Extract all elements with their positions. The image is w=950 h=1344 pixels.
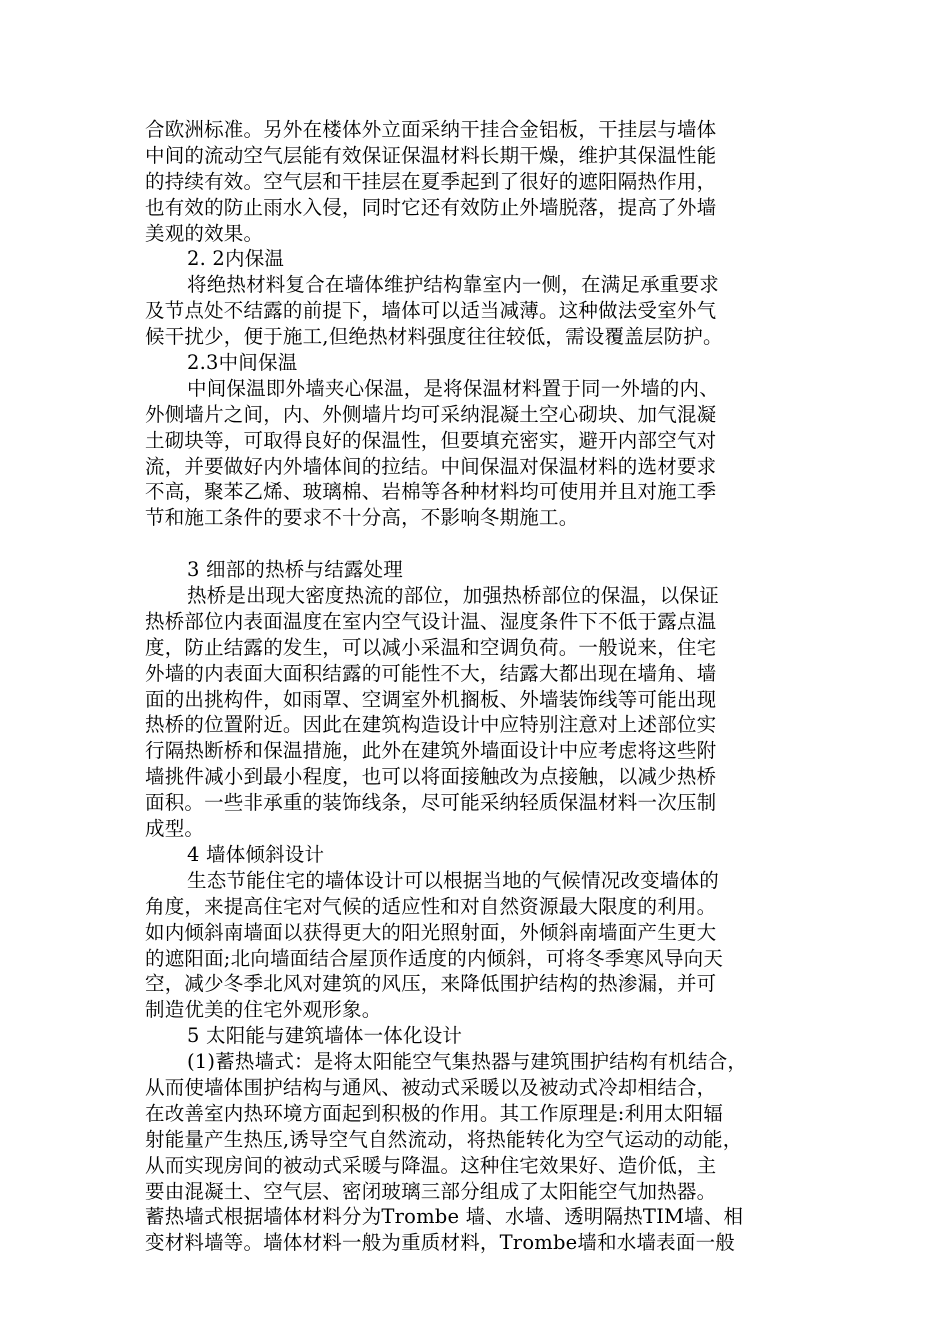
text-line: 在改善室内热环境方面起到积极的作用。其工作原理是:利用太阳辐 xyxy=(145,1101,724,1125)
text-line: 热桥是出现大密度热流的部位，加强热桥部位的保温，以保证 xyxy=(187,584,719,608)
text-line: 生态节能住宅的墙体设计可以根据当地的气候情况改变墙体的 xyxy=(187,868,719,892)
text-line: 射能量产生热压,诱导空气自然流动，将热能转化为空气运动的动能， xyxy=(145,1127,743,1151)
text-line: 行隔热断桥和保温措施，此外在建筑外墙面设计中应考虑将这些附 xyxy=(145,739,717,763)
text-line: 蓄热墙式根据墙体材料分为Trombe 墙、水墙、透明隔热TIM墙、相 xyxy=(145,1205,744,1229)
text-line: 的遮阳面;北向墙面结合屋顶作适度的内倾斜，可将冬季寒风导向天 xyxy=(145,946,724,970)
text-line: 5 太阳能与建筑墙体一体化设计 xyxy=(187,1024,463,1048)
text-line: (1)蓄热墙式：是将太阳能空气集热器与建筑围护结构有机结合， xyxy=(187,1050,748,1074)
text-line: 成型。 xyxy=(145,817,205,841)
text-line: 要由混凝土、空气层、密闭玻璃三部分组成了太阳能空气加热器。 xyxy=(145,1179,717,1203)
text-line: 外侧墙片之间，内、外侧墙片均可采纳混凝土空心砌块、加气混凝 xyxy=(145,402,717,426)
text-line: 的持续有效。空气层和干挂层在夏季起到了很好的遮阳隔热作用， xyxy=(145,169,717,193)
text-line: 土砌块等，可取得良好的保温性，但要填充密实，避开内部空气对 xyxy=(145,428,717,452)
text-line: 从而实现房间的被动式采暖与降温。这种住宅效果好、造价低，主 xyxy=(145,1153,717,1177)
text-line: 外墙的内表面大面积结露的可能性不大，结露大都出现在墙角、墙 xyxy=(145,661,717,685)
text-line: 合欧洲标准。另外在楼体外立面采纳干挂合金铝板，干挂层与墙体 xyxy=(145,118,717,141)
text-line: 及节点处不结露的前提下，墙体可以适当减薄。这种做法受室外气 xyxy=(145,299,717,323)
text-line: 3 细部的热桥与结露处理 xyxy=(187,558,404,582)
text-line: 也有效的防止雨水入侵，同时它还有效防止外墙脱落，提高了外墙 xyxy=(145,195,717,219)
text-line: 如内倾斜南墙面以获得更大的阳光照射面，外倾斜南墙面产生更大 xyxy=(145,920,717,944)
text-line: 热桥的位置附近。因此在建筑构造设计中应特别注意对上述部位实 xyxy=(145,713,717,737)
text-line: 将绝热材料复合在墙体维护结构靠室内一侧，在满足承重要求 xyxy=(187,273,719,297)
text-line: 候干扰少，便于施工,但绝热材料强度往往较低，需设覆盖层防护。 xyxy=(145,325,723,349)
text-line: 2. 2内保温 xyxy=(187,247,285,271)
blank-line xyxy=(145,531,825,557)
text-line: 制造优美的住宅外观形象。 xyxy=(145,998,382,1022)
text-line: 度，防止结露的发生，可以减小采温和空调负荷。一般说来，住宅 xyxy=(145,635,717,659)
text-line: 空，减少冬季北风对建筑的风压，来降低围护结构的热渗漏，并可 xyxy=(145,972,717,996)
text-line: 从而使墙体围护结构与通风、被动式采暖以及被动式冷却相结合， xyxy=(145,1075,717,1099)
text-line: 中间的流动空气层能有效保证保温材料长期干燥，维护其保温性能 xyxy=(145,143,717,167)
text-line: 2.3中间保温 xyxy=(187,351,298,375)
text-line: 不高，聚苯乙烯、玻璃棉、岩棉等各种材料均可使用并且对施工季 xyxy=(145,480,717,504)
text-line: 墙挑件减小到最小程度，也可以将面接触改为点接触，以减少热桥 xyxy=(145,765,717,789)
text-line: 面的出挑构件，如雨罩、空调室外机搁板、外墙装饰线等可能出现 xyxy=(145,687,717,711)
text-line: 中间保温即外墙夹心保温，是将保温材料置于同一外墙的内、 xyxy=(187,376,719,400)
text-line: 角度，来提高住宅对气候的适应性和对自然资源最大限度的利用。 xyxy=(145,894,717,918)
text-line: 流，并要做好内外墙体间的拉结。中间保温对保温材料的选材要求 xyxy=(145,454,717,478)
text-line: 变材料墙等。墙体材料一般为重质材料，Trombe墙和水墙表面一般 xyxy=(145,1231,735,1255)
text-line: 节和施工条件的要求不十分高，不影响冬期施工。 xyxy=(145,506,579,530)
text-line: 美观的效果。 xyxy=(145,221,264,245)
document-body xyxy=(145,117,825,1256)
text-line: 4 墙体倾斜设计 xyxy=(187,842,325,866)
text-line: 热桥部位内表面温度在室内空气设计温、湿度条件下不低于露点温 xyxy=(145,609,717,633)
text-line: 面积。一些非承重的装饰线条，尽可能采纳轻质保温材料一次压制 xyxy=(145,791,717,815)
